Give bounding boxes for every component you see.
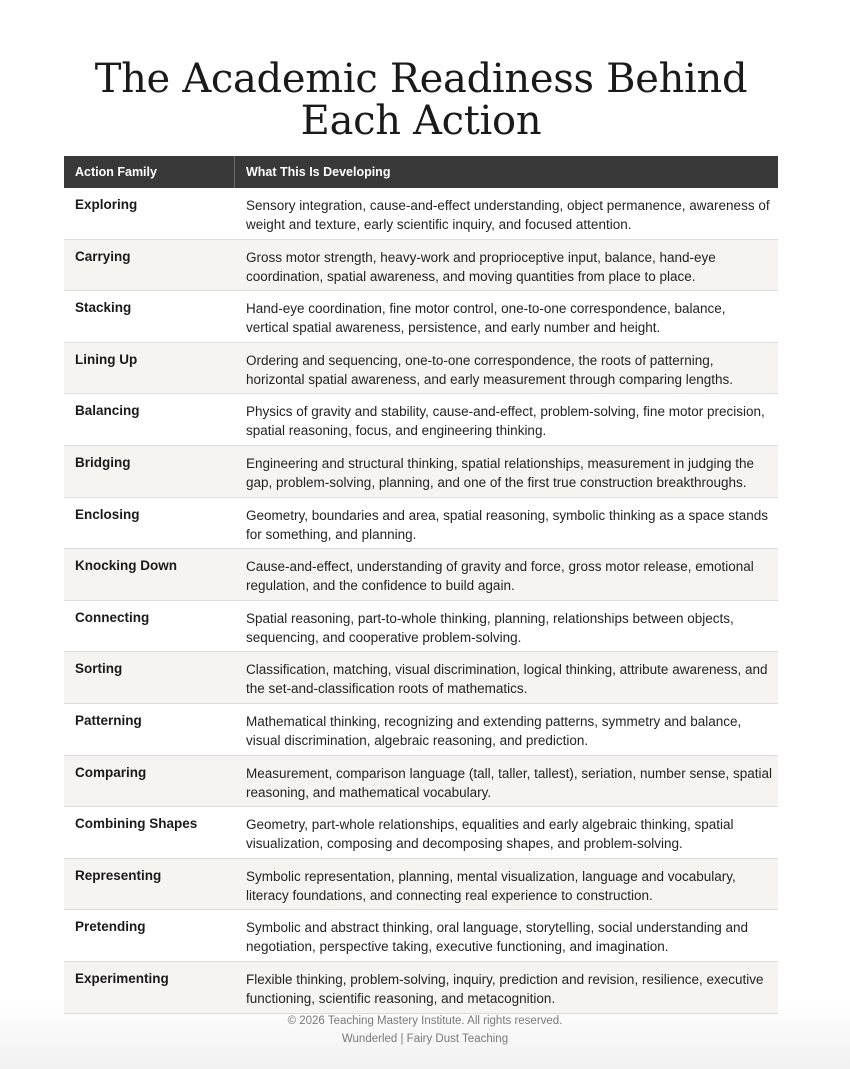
table-body	[64, 188, 778, 1014]
table-header-row	[64, 156, 778, 188]
table-row	[64, 910, 778, 962]
action-family-cell: Representing	[75, 867, 162, 883]
action-family-cell: Stacking	[75, 300, 132, 316]
footer-brands: Wunderled | Fairy Dust Teaching	[341, 1033, 509, 1045]
table-row	[64, 394, 778, 446]
developing-cell: Sensory integration, cause-and-effect understanding, object permanence, awareness of weight and texture, early scientific inquiry, and focused attention.	[246, 198, 770, 232]
developing-cell: Physics of gravity and stability, cause-and-effect, problem-solving, fine motor precision, spatial reasoning, focus, and engineering thinking.	[246, 404, 765, 439]
action-family-cell: Combining Shapes	[75, 816, 198, 832]
developing-cell: Classification, matching, visual discrimination, logical thinking, attribute awareness, and the set-and-classification roots of mathematics.	[246, 662, 768, 697]
action-family-cell: Balancing	[75, 403, 140, 419]
table-row	[64, 291, 778, 343]
table-row	[64, 859, 778, 911]
table-row	[64, 343, 778, 395]
developing-cell: Flexible thinking, problem-solving, inquiry, prediction and revision, resilience, executive functioning, scientific reasoning, and metacognition.	[246, 971, 764, 1006]
developing-cell: Geometry, boundaries and area, spatial reasoning, symbolic thinking as a space stands for something, and planning.	[246, 507, 769, 542]
table-row	[64, 498, 778, 550]
developing-cell: Engineering and structural thinking, spatial relationships, measurement in judging the gap, problem-solving, planning, and one of the first true construction breakthroughs.	[246, 455, 755, 490]
action-family-cell: Comparing	[75, 764, 147, 780]
page-title: The Academic Readiness Behind Each Action	[94, 56, 748, 144]
action-family-cell: Lining Up	[75, 351, 138, 367]
developing-cell: Geometry, part-whole relationships, equalities and early algebraic thinking, spatial visualization, composing and decomposing shapes, and problem-solving.	[246, 817, 734, 852]
action-family-cell: Connecting	[75, 609, 150, 625]
developing-cell: Cause-and-effect, understanding of gravity and force, gross motor release, emotional regulation, and the confidence to build again.	[246, 559, 754, 594]
table-row	[64, 756, 778, 808]
table-row	[64, 240, 778, 292]
table-row	[64, 549, 778, 601]
developing-cell: Gross motor strength, heavy-work and proprioceptive input, balance, hand-eye coordination, spatial awareness, and moving quantities from place to place.	[246, 249, 716, 284]
column-header-action-family: Action Family	[64, 156, 235, 188]
action-family-cell: Experimenting	[75, 970, 169, 986]
table-row	[64, 962, 778, 1014]
action-family-cell: Enclosing	[75, 506, 140, 522]
developing-cell: Spatial reasoning, part-to-whole thinking, planning, relationships between objects, sequencing, and cooperative problem-solving.	[246, 610, 734, 645]
action-family-cell: Exploring	[75, 197, 138, 212]
table-row	[64, 446, 778, 498]
action-family-cell: Bridging	[75, 454, 131, 470]
readiness-table	[64, 156, 778, 1014]
developing-cell: Ordering and sequencing, one-to-one correspondence, the roots of patterning, horizontal spatial awareness, and early measurement through comparing lengths.	[246, 352, 734, 387]
action-family-cell: Carrying	[75, 248, 131, 264]
developing-cell: Measurement, comparison language (tall, taller, tallest), seriation, number sense, spatial reasoning, and mathematical vocabulary.	[246, 765, 773, 800]
developing-cell: Symbolic and abstract thinking, oral language, storytelling, social understanding and negotiation, perspective taking, executive functioning, and imagination.	[246, 920, 749, 955]
developing-cell: Symbolic representation, planning, mental visualization, language and vocabulary, literacy foundations, and connecting real experience to construction.	[246, 868, 736, 903]
table-row	[64, 188, 778, 240]
table-row	[64, 652, 778, 704]
table-row	[64, 601, 778, 653]
footer-copyright: © 2026 Teaching Mastery Institute. All rights reserved.	[287, 1015, 563, 1027]
table-row	[64, 807, 778, 859]
action-family-cell: Sorting	[75, 661, 123, 677]
column-header-developing: What This Is Developing	[246, 165, 391, 179]
developing-cell: Mathematical thinking, recognizing and extending patterns, symmetry and balance, visual discrimination, algebraic reasoning, and prediction.	[246, 713, 742, 748]
developing-cell: Hand-eye coordination, fine motor control, one-to-one correspondence, balance, vertical spatial awareness, persistence, and early number and height.	[246, 301, 726, 336]
action-family-cell: Knocking Down	[75, 558, 177, 574]
action-family-cell: Patterning	[75, 712, 142, 728]
table-row	[64, 704, 778, 756]
action-family-cell: Pretending	[75, 919, 146, 935]
